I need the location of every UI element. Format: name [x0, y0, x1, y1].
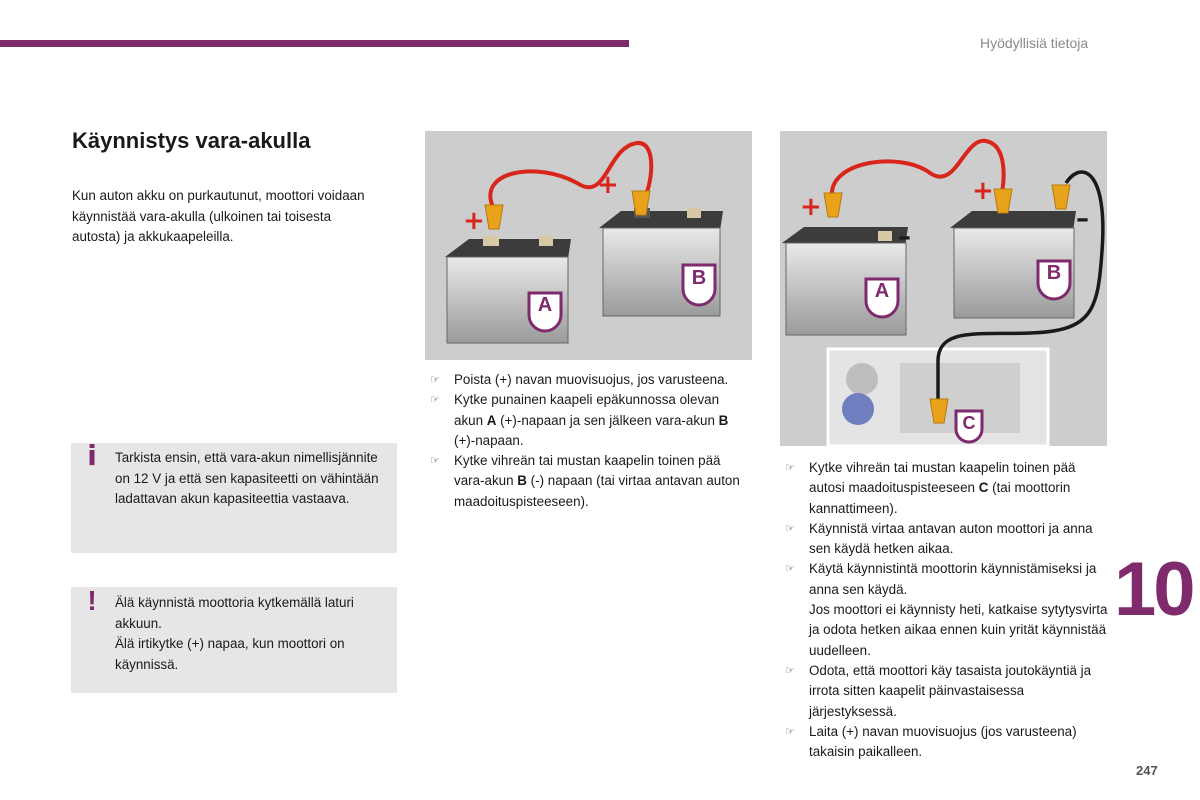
minus-sign-a: –: [898, 222, 911, 252]
step-text: (tai moottorin kannattimeen).: [809, 480, 1071, 516]
page-number: 247: [1136, 763, 1158, 778]
clamp-b-negative: [1052, 185, 1070, 209]
pointing-hand-icon: ☞: [430, 455, 440, 468]
step-item: [426, 390, 746, 451]
battery-a: [445, 236, 571, 343]
step-item: [781, 559, 1111, 660]
plus-sign-b: +: [972, 176, 994, 206]
warning-notice: [71, 587, 397, 693]
figure-jump-start-positive: [425, 131, 752, 360]
step-emphasis: A: [486, 412, 497, 428]
plus-sign-b: +: [597, 170, 619, 200]
info-text: Tarkista ensin, että vara-akun nimellisjännite on 12 V ja että sen kapasiteetti on vähintään ladattavan akun kapasiteettia vastaava.: [115, 450, 379, 506]
plus-sign-a: +: [463, 206, 485, 236]
warning-line-1: Älä käynnistä moottoria kytkemällä laturi akkuun.: [115, 595, 354, 631]
figure-2-illustration: [780, 131, 1107, 446]
step-item: [781, 519, 1111, 560]
intro-paragraph: Kun auton akku on purkautunut, moottori voidaan käynnistää vara-akulla (ulkoinen tai toisesta autosta) ja akkukaapeleilla.: [72, 188, 365, 244]
step-emphasis: C: [978, 480, 989, 496]
clamp-a: [824, 193, 842, 217]
plus-sign-a: +: [800, 192, 822, 222]
pointing-hand-icon: ☞: [785, 563, 795, 576]
battery-a-label: A: [874, 280, 890, 302]
step-text: Käynnistä virtaa antavan auton moottori ja anna sen käydä hetken aikaa.: [809, 520, 1093, 557]
step-text: Käytä käynnistintä moottorin käynnistämiseksi ja anna sen käydä.: [809, 561, 1097, 597]
steps-list-second: [781, 458, 1111, 762]
step-text: Odota, että moottori käy tasaista joutokäyntiä ja irrota sitten kaapelit päinvastaisessa järjestyksessä.: [809, 662, 1092, 719]
step-emphasis: B: [517, 473, 527, 489]
step-text: (+)-napaan.: [454, 432, 524, 448]
step-item: [426, 370, 746, 390]
steps-list-first: [426, 370, 746, 512]
pointing-hand-icon: ☞: [785, 664, 795, 677]
section-header: Hyödyllisiä tietoja: [980, 35, 1089, 51]
step-text: Jos moottori ei käynnisty heti, katkaise sytytysvirta ja odota hetken aikaa ennen kuin yrität käynnistää uudelleen.: [809, 602, 1108, 658]
figure-1-illustration: [425, 131, 752, 360]
battery-a-label: A: [537, 294, 553, 316]
step-item: [781, 722, 1111, 763]
battery-a: [782, 227, 908, 335]
header-accent-bar: [0, 40, 629, 47]
step-item: [781, 458, 1111, 519]
page-title: Käynnistys vara-akulla: [72, 128, 311, 153]
step-item: [781, 661, 1111, 722]
step-text: Kytke punainen kaapeli epäkunnossa olevan akun: [454, 392, 720, 428]
pointing-hand-icon: ☞: [785, 725, 795, 738]
warning-line-2: Älä irtikytke (+) napaa, kun moottori on käynnissä.: [115, 636, 345, 672]
info-icon: i: [87, 439, 97, 472]
step-text: Kytke vihreän tai mustan kaapelin toinen pää autosi maadoituspisteeseen: [809, 460, 1076, 496]
red-cable: [490, 143, 651, 207]
step-text: Kytke vihreän tai mustan kaapelin toinen pää vara-akun: [454, 453, 721, 489]
step-text: Laita (+) navan muovisuojus (jos varusteena) takaisin paikalleen.: [809, 723, 1077, 760]
warning-icon: !: [87, 585, 97, 616]
clamp-b-positive: [994, 189, 1012, 213]
battery-b: [599, 208, 723, 316]
info-notice: [71, 439, 397, 553]
clamp-a: [485, 205, 503, 229]
battery-b: [950, 211, 1076, 318]
warning-text: [115, 593, 385, 675]
pointing-hand-icon: ☞: [430, 374, 440, 386]
minus-sign-b: –: [1076, 204, 1089, 234]
battery-b-label: B: [691, 267, 707, 289]
step-emphasis: B: [718, 412, 729, 428]
step-item: [426, 451, 746, 512]
battery-b-label: B: [1046, 262, 1062, 284]
pointing-hand-icon: ☞: [430, 394, 440, 407]
figure-jump-start-ground: [780, 131, 1107, 446]
step-text: (+)-napaan ja sen jälkeen vara-akun: [496, 412, 719, 428]
step-text: Poista (+) navan muovisuojus, jos varusteena.: [454, 372, 729, 387]
pointing-hand-icon: ☞: [785, 522, 795, 535]
step-text: (-) napaan (tai virtaa antavan auton maadoituspisteeseen).: [454, 473, 740, 509]
ground-point-c-label: C: [962, 413, 976, 433]
pointing-hand-icon: ☞: [785, 462, 795, 474]
chapter-number: 10: [1114, 547, 1193, 632]
